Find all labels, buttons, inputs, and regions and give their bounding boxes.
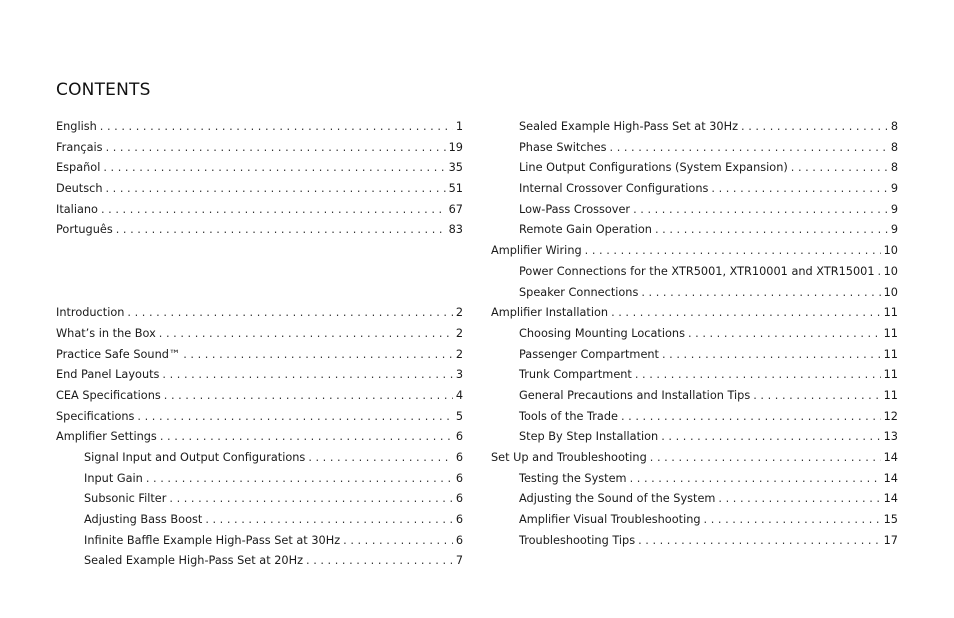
toc-left-column	[56, 120, 463, 575]
toc-entry[interactable]	[56, 327, 463, 348]
dot-leader	[621, 410, 881, 423]
page-title: CONTENTS	[56, 80, 151, 100]
dot-leader	[106, 141, 446, 154]
toc-entry[interactable]	[491, 265, 898, 286]
entry-title: Deutsch	[56, 182, 103, 196]
toc-entry[interactable]	[491, 348, 898, 369]
toc-entry[interactable]	[56, 430, 463, 451]
language-entry[interactable]	[56, 223, 463, 244]
toc-entry[interactable]	[56, 472, 463, 493]
toc-entry[interactable]	[56, 368, 463, 389]
entry-page-number: 1	[455, 120, 463, 133]
entry-title: Input Gain	[84, 471, 143, 485]
toc-entry[interactable]	[56, 554, 463, 575]
entry-page-number: 83	[448, 223, 463, 237]
dot-leader	[650, 451, 881, 464]
dot-leader	[718, 492, 880, 505]
dot-leader	[753, 389, 880, 402]
dot-leader	[661, 430, 880, 443]
entry-title: Speaker Connections	[519, 285, 639, 299]
entry-title: Subsonic Filter	[84, 492, 167, 506]
toc-entry[interactable]	[491, 513, 898, 534]
language-entry[interactable]	[56, 182, 463, 203]
toc-entry[interactable]	[491, 182, 898, 203]
toc-entry[interactable]	[56, 534, 463, 555]
entry-page-number: 14	[883, 471, 898, 485]
dot-leader	[101, 203, 446, 216]
toc-entry[interactable]	[491, 492, 898, 513]
entry-page-number: 6	[455, 430, 463, 444]
entry-title: General Precautions and Installation Tips	[519, 388, 751, 402]
section-gap	[56, 244, 463, 306]
dot-leader	[704, 513, 881, 526]
entry-page-number: 8	[890, 161, 898, 175]
dot-leader	[169, 492, 452, 505]
dot-leader	[106, 182, 446, 195]
dot-leader	[146, 472, 453, 485]
dot-leader	[585, 244, 881, 257]
entry-page-number: 11	[883, 388, 898, 402]
dot-leader	[343, 534, 453, 547]
entry-title: Adjusting the Sound of the System	[519, 492, 716, 506]
entry-title: Internal Crossover Configurations	[519, 182, 709, 196]
dot-leader	[159, 327, 453, 340]
entry-page-number: 7	[455, 554, 463, 568]
dot-leader	[655, 223, 888, 236]
dot-leader	[633, 203, 888, 216]
dot-leader	[160, 430, 453, 443]
dot-leader	[611, 306, 881, 319]
entry-page-number: 9	[890, 202, 898, 216]
toc-entry[interactable]	[491, 244, 898, 265]
entry-title: Trunk Compartment	[519, 368, 632, 382]
entry-page-number: 8	[890, 140, 898, 154]
entry-page-number: 5	[455, 409, 463, 423]
toc-entry[interactable]	[56, 492, 463, 513]
toc-entry[interactable]	[491, 410, 898, 431]
toc-entry[interactable]	[491, 534, 898, 555]
entry-page-number: 11	[883, 368, 898, 382]
entry-title: Infinite Baffle Example High-Pass Set at 30Hz	[84, 533, 341, 547]
entry-title: Amplifier Wiring	[491, 244, 582, 258]
language-entry[interactable]	[56, 203, 463, 224]
entry-title: Sealed Example High-Pass Set at 30Hz	[519, 120, 739, 133]
entry-page-number: 3	[455, 368, 463, 382]
entry-title: Amplifier Visual Troubleshooting	[519, 513, 701, 527]
toc-entry[interactable]	[491, 389, 898, 410]
entry-page-number: 6	[455, 533, 463, 547]
entry-title: Remote Gain Operation	[519, 223, 652, 237]
entry-title: Practice Safe Sound™	[56, 347, 181, 361]
entry-page-number: 6	[455, 450, 463, 464]
entry-page-number: 6	[455, 492, 463, 506]
entry-title: Português	[56, 223, 113, 237]
dot-leader	[100, 120, 453, 133]
entry-page-number: 51	[448, 182, 463, 196]
dot-leader	[205, 513, 453, 526]
entry-page-number: 4	[455, 388, 463, 402]
toc-entry[interactable]	[491, 306, 898, 327]
toc-entry[interactable]	[56, 451, 463, 472]
entry-title: Italiano	[56, 202, 98, 216]
entry-title: Testing the System	[519, 471, 627, 485]
entry-page-number: 17	[883, 533, 898, 547]
toc-entry[interactable]	[491, 327, 898, 348]
toc-list-left	[56, 306, 463, 575]
toc-list-right	[491, 120, 898, 554]
dot-leader	[103, 161, 445, 174]
entry-page-number: 35	[448, 161, 463, 175]
toc-entry[interactable]	[56, 306, 463, 327]
dot-leader	[308, 451, 453, 464]
entry-title: Phase Switches	[519, 140, 607, 154]
entry-page-number: 2	[455, 306, 463, 320]
entry-page-number: 12	[883, 409, 898, 423]
entry-page-number: 11	[883, 306, 898, 320]
dot-leader	[878, 265, 881, 278]
toc-entry[interactable]	[56, 348, 463, 369]
entry-page-number: 6	[455, 513, 463, 526]
toc-entry[interactable]	[56, 389, 463, 410]
entry-page-number: 67	[448, 202, 463, 216]
dot-leader	[116, 223, 446, 236]
toc-entry[interactable]	[491, 430, 898, 451]
entry-title: Amplifier Settings	[56, 430, 157, 444]
entry-title: Passenger Compartment	[519, 347, 659, 361]
entry-title: Signal Input and Output Configurations	[84, 450, 306, 464]
entry-page-number: 6	[455, 471, 463, 485]
entry-page-number: 14	[883, 451, 898, 464]
entry-title: English	[56, 120, 97, 133]
entry-page-number: 9	[890, 223, 898, 237]
dot-leader	[791, 161, 888, 174]
entry-page-number: 11	[883, 347, 898, 361]
toc-entry[interactable]	[491, 223, 898, 244]
entry-title: End Panel Layouts	[56, 368, 160, 382]
entry-page-number: 14	[883, 492, 898, 506]
toc-entry[interactable]	[491, 141, 898, 162]
entry-page-number: 15	[883, 513, 898, 527]
dot-leader	[183, 348, 453, 361]
dot-leader	[137, 410, 452, 423]
entry-title: Français	[56, 140, 103, 154]
toc-entry[interactable]	[491, 161, 898, 182]
dot-leader	[127, 306, 452, 319]
language-list	[56, 120, 463, 244]
entry-title: Power Connections for the XTR5001, XTR10001 and XTR15001	[519, 264, 875, 278]
dot-leader	[630, 472, 881, 485]
entry-page-number: 10	[883, 264, 898, 278]
dot-leader	[641, 286, 880, 299]
entry-page-number: 10	[883, 244, 898, 258]
entry-title: Español	[56, 161, 101, 175]
entry-page-number: 2	[455, 347, 463, 361]
entry-title: Low-Pass Crossover	[519, 202, 631, 216]
toc-entry[interactable]	[491, 451, 898, 472]
toc-entry[interactable]	[491, 120, 898, 141]
entry-title: Tools of the Trade	[519, 409, 618, 423]
entry-title: What’s in the Box	[56, 326, 156, 340]
dot-leader	[662, 348, 881, 361]
entry-title: Sealed Example High-Pass Set at 20Hz	[84, 554, 304, 568]
toc-entry[interactable]	[56, 513, 463, 534]
entry-page-number: 10	[883, 285, 898, 299]
entry-page-number: 19	[448, 140, 463, 154]
entry-page-number: 8	[890, 120, 898, 133]
entry-title: Line Output Configurations (System Expansion)	[519, 161, 788, 175]
dot-leader	[638, 534, 881, 547]
language-entry[interactable]	[56, 120, 463, 141]
dot-leader	[164, 389, 453, 402]
toc-entry[interactable]	[491, 286, 898, 307]
entry-title: Adjusting Bass Boost	[84, 513, 203, 526]
dot-leader	[610, 141, 888, 154]
toc-entry[interactable]	[56, 410, 463, 431]
toc-entry[interactable]	[491, 368, 898, 389]
entry-title: Troubleshooting Tips	[519, 533, 636, 547]
entry-title: Step By Step Installation	[519, 430, 659, 444]
dot-leader	[162, 368, 452, 381]
language-entry[interactable]	[56, 161, 463, 182]
entry-page-number: 2	[455, 326, 463, 340]
entry-page-number: 9	[890, 182, 898, 196]
dot-leader	[635, 368, 881, 381]
entry-title: Specifications	[56, 409, 135, 423]
entry-title: Introduction	[56, 306, 125, 320]
entry-title: CEA Specifications	[56, 388, 161, 402]
entry-page-number: 13	[883, 430, 898, 444]
entry-title: Amplifier Installation	[491, 306, 609, 320]
entry-page-number: 11	[883, 326, 898, 340]
toc-entry[interactable]	[491, 472, 898, 493]
language-entry[interactable]	[56, 141, 463, 162]
dot-leader	[306, 554, 453, 567]
toc-entry[interactable]	[491, 203, 898, 224]
entry-title: Choosing Mounting Locations	[519, 326, 685, 340]
dot-leader	[688, 327, 881, 340]
toc-right-column	[491, 120, 898, 554]
entry-title: Set Up and Troubleshooting	[491, 451, 647, 464]
dot-leader	[741, 120, 888, 133]
dot-leader	[711, 182, 887, 195]
